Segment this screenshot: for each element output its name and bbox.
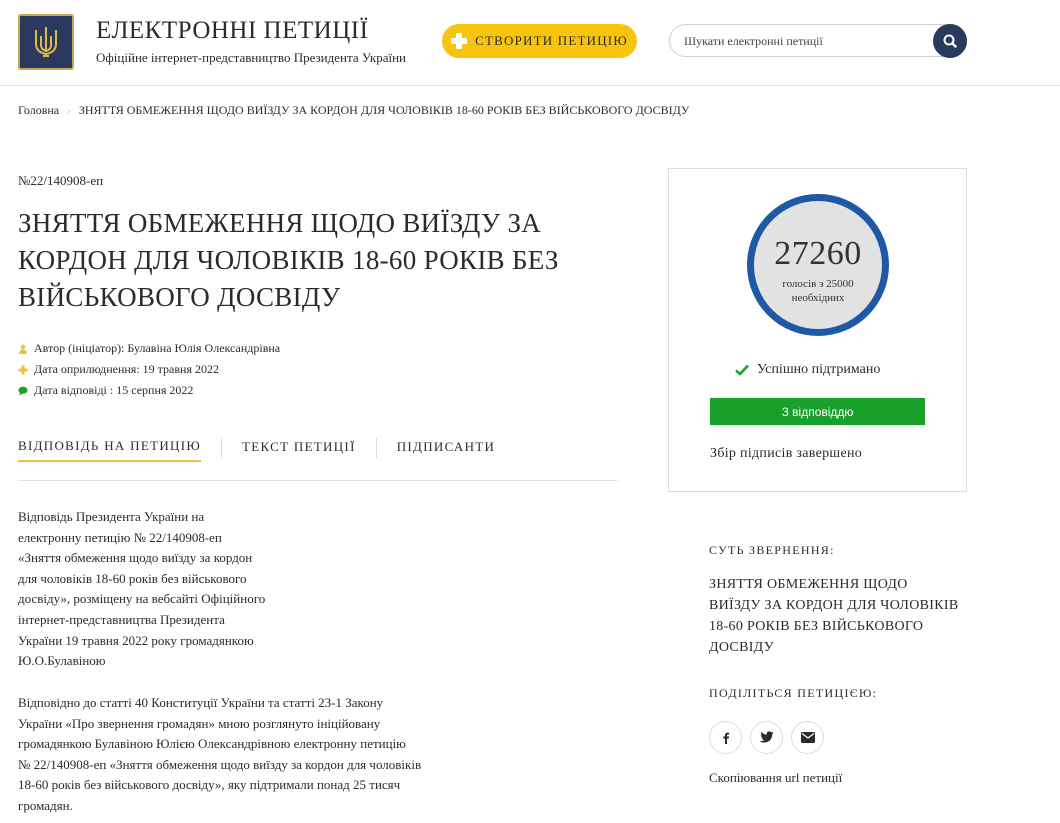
tab-divider bbox=[376, 438, 377, 458]
copy-url-link[interactable]: Скопіювання url петиції bbox=[709, 770, 843, 785]
votes-caption bbox=[754, 277, 882, 305]
meta-answered bbox=[18, 380, 280, 401]
create-petition-button[interactable] bbox=[442, 24, 637, 58]
author-text: Автор (ініціатор): Булавіна Юлія Олександрівна bbox=[34, 341, 281, 355]
twitter-icon bbox=[759, 731, 774, 744]
collection-status: Збір підписів завершено bbox=[710, 446, 863, 461]
status-line bbox=[735, 362, 880, 378]
meta-published bbox=[18, 359, 280, 380]
chevron-right-icon: › bbox=[67, 104, 71, 117]
tab-signers[interactable]: ПІДПИСАНТИ bbox=[396, 439, 496, 454]
plus-icon bbox=[18, 365, 28, 375]
site-title[interactable]: ЕЛЕКТРОННІ ПЕТИЦІЇ bbox=[96, 17, 369, 44]
essence-text: ЗНЯТТЯ ОБМЕЖЕННЯ ЩОДО ВИЇЗДУ ЗА КОРДОН ДЛЯ ЧОЛОВІКІВ 18-60 РОКІВ БЕЗ ВІЙСЬКОВОГО ДОСВІДУ bbox=[709, 577, 959, 655]
tab-answer[interactable]: ВІДПОВІДЬ НА ПЕТИЦІЮ bbox=[18, 438, 201, 462]
tab-petition-text[interactable]: ТЕКСТ ПЕТИЦІЇ bbox=[242, 439, 356, 454]
user-icon bbox=[18, 344, 28, 354]
breadcrumb bbox=[18, 103, 689, 118]
tabs-divider bbox=[18, 480, 618, 481]
share-twitter-button[interactable] bbox=[750, 721, 783, 754]
petition-title: ЗНЯТТЯ ОБМЕЖЕННЯ ЩОДО ВИЇЗДУ ЗА КОРДОН ДЛЯ ЧОЛОВІКІВ 18-60 РОКІВ БЕЗ ВІЙСЬКОВОГО ДОСВІДУ bbox=[18, 208, 559, 312]
share-facebook-button[interactable] bbox=[709, 721, 742, 754]
votes-circle bbox=[747, 194, 889, 336]
facebook-icon bbox=[719, 731, 733, 745]
answered-text: Дата відповіді : 15 серпня 2022 bbox=[34, 383, 194, 397]
answer-paragraph-1: Відповідь Президента України на електронну петицію № 22/140908-еп «Зняття обмеження щодо виїзду за кордон для чоловіків 18-60 років без військового досвіду», розміщену на вебсайті Офіційного інтернет-представництва Президента України 19 травня 2022 року громадянкою Ю.О.Булавіною bbox=[18, 509, 266, 669]
site-header bbox=[0, 0, 1060, 86]
status-card bbox=[668, 168, 967, 492]
site-subtitle: Офіційне інтернет-представництво Президента України bbox=[96, 50, 407, 65]
search-box bbox=[669, 24, 967, 57]
breadcrumb-home[interactable]: Головна bbox=[18, 103, 60, 117]
petition-tabs bbox=[18, 438, 495, 462]
trident-icon bbox=[32, 24, 60, 60]
meta-author bbox=[18, 338, 280, 359]
answer-status-button[interactable]: З відповіддю bbox=[710, 398, 925, 425]
share-email-button[interactable] bbox=[791, 721, 824, 754]
email-icon bbox=[801, 732, 815, 743]
share-buttons bbox=[709, 721, 824, 754]
published-text: Дата оприлюднення: 19 травня 2022 bbox=[34, 362, 219, 376]
petition-meta bbox=[18, 338, 280, 401]
essence-label: СУТЬ ЗВЕРНЕННЯ: bbox=[709, 543, 835, 557]
create-petition-label: СТВОРИТИ ПЕТИЦІЮ bbox=[475, 33, 628, 48]
status-text: Успішно підтримано bbox=[757, 362, 881, 377]
plus-icon bbox=[451, 33, 467, 49]
checkmark-icon bbox=[735, 364, 749, 376]
votes-count: 27260 bbox=[774, 235, 862, 272]
petition-number: №22/140908-еп bbox=[18, 173, 104, 188]
breadcrumb-current: ЗНЯТТЯ ОБМЕЖЕННЯ ЩОДО ВИЇЗДУ ЗА КОРДОН ДЛЯ ЧОЛОВІКІВ 18-60 РОКІВ БЕЗ ВІЙСЬКОВОГО ДОСВІДУ bbox=[78, 103, 690, 117]
search-button[interactable] bbox=[933, 24, 967, 58]
tab-divider bbox=[221, 438, 222, 458]
comment-icon bbox=[18, 386, 28, 396]
answer-paragraph-2: Відповідно до статті 40 Конституції України та статті 23-1 Закону України «Про звернення громадян» мною розглянуто ініційовану громадянкою Булавіною Юлією Олександрівною електронну петицію № 22/140908-еп «Зняття обмеження щодо виїзду за кордон для чоловіків 18-60 років без військового досвіду», яку підтримали понад 25 тисяч громадян. bbox=[18, 695, 422, 813]
search-input[interactable] bbox=[684, 32, 924, 50]
share-label: ПОДІЛІТЬСЯ ПЕТИЦІЄЮ: bbox=[709, 686, 878, 700]
votes-caption-text: голосів з 25000 необхідних bbox=[782, 278, 854, 304]
site-logo[interactable] bbox=[18, 14, 74, 70]
search-icon bbox=[933, 24, 967, 58]
